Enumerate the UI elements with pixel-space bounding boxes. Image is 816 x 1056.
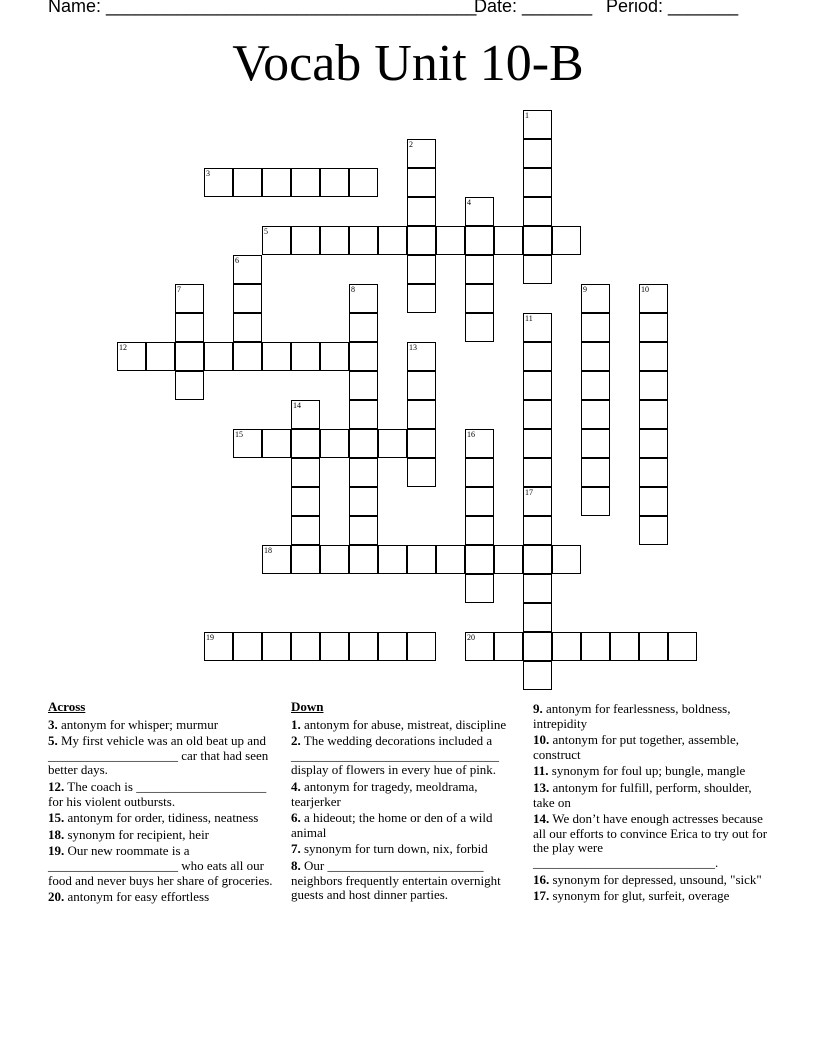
clue-item xyxy=(48,734,276,778)
grid-cell[interactable] xyxy=(523,429,552,458)
clue-item xyxy=(48,844,276,888)
grid-cell[interactable] xyxy=(233,313,262,342)
grid-cell[interactable] xyxy=(407,429,436,458)
grid-cell[interactable] xyxy=(523,371,552,400)
clue-number: 8 xyxy=(351,285,355,294)
clue-item xyxy=(291,859,525,903)
clue-item-text: synonym for depressed, unsound, "sick" xyxy=(552,871,762,887)
clue-item-text: Our ________________________ neighbors frequently entertain overnight guests and host dinner parties. xyxy=(291,857,501,903)
clue-item-number: 19. xyxy=(48,843,65,859)
clue-item xyxy=(291,842,525,857)
grid-cell[interactable] xyxy=(436,545,465,574)
clue-item-text: My first vehicle was an old beat up and ____________________ car that had seen better days. xyxy=(48,733,269,778)
clue-item xyxy=(291,734,525,778)
clue-number: 5 xyxy=(264,227,268,236)
grid-cell[interactable] xyxy=(291,458,320,487)
clue-number: 4 xyxy=(467,198,471,207)
clue-item xyxy=(48,811,276,826)
grid-cell[interactable] xyxy=(349,313,378,342)
clue-item-number: 3. xyxy=(48,716,58,732)
grid-cell[interactable] xyxy=(233,632,262,661)
clue-item-number: 1. xyxy=(291,716,301,732)
grid-cell[interactable] xyxy=(175,371,204,400)
grid-cell[interactable] xyxy=(349,226,378,255)
grid-cell[interactable] xyxy=(291,168,320,197)
clue-item xyxy=(48,718,276,733)
grid-cell[interactable] xyxy=(523,603,552,632)
clue-item-number: 6. xyxy=(291,810,301,826)
clue-item-number: 4. xyxy=(291,778,301,794)
grid-cell[interactable] xyxy=(262,632,291,661)
grid-cell[interactable] xyxy=(465,516,494,545)
grid-cell[interactable] xyxy=(291,632,320,661)
grid-cell[interactable] xyxy=(523,574,552,603)
grid-cell[interactable] xyxy=(175,313,204,342)
clue-number: 2 xyxy=(409,140,413,149)
grid-cell[interactable] xyxy=(233,284,262,313)
grid-cell[interactable] xyxy=(552,226,581,255)
grid-cell[interactable] xyxy=(523,255,552,284)
grid-cell[interactable] xyxy=(262,429,291,458)
grid-cell[interactable] xyxy=(378,545,407,574)
grid-cell[interactable] xyxy=(349,429,378,458)
grid-cell[interactable] xyxy=(146,342,175,371)
clue-item-number: 10. xyxy=(533,732,550,748)
grid-cell[interactable] xyxy=(668,632,697,661)
grid-cell[interactable] xyxy=(465,545,494,574)
clue-item-text: antonym for abuse, mistreat, discipline xyxy=(304,716,507,732)
down-clues xyxy=(291,700,525,905)
grid-cell[interactable] xyxy=(262,168,291,197)
grid-cell[interactable] xyxy=(639,342,668,371)
period-field-label[interactable]: Period: _______ xyxy=(606,0,739,16)
grid-cell[interactable] xyxy=(523,226,552,255)
grid-cell[interactable] xyxy=(407,545,436,574)
clue-item-number: 7. xyxy=(291,841,301,857)
grid-cell[interactable] xyxy=(639,371,668,400)
clue-item xyxy=(533,889,768,904)
clue-item-number: 9. xyxy=(533,701,543,716)
grid-cell[interactable] xyxy=(552,632,581,661)
clue-number: 12 xyxy=(119,343,127,352)
clue-number: 6 xyxy=(235,256,239,265)
down-heading: Down xyxy=(291,699,324,714)
grid-cell[interactable] xyxy=(523,516,552,545)
grid-cell[interactable] xyxy=(291,429,320,458)
grid-cell[interactable] xyxy=(465,313,494,342)
grid-cell[interactable] xyxy=(407,226,436,255)
date-field-label[interactable]: Date: _______ xyxy=(474,0,593,16)
grid-cell[interactable] xyxy=(581,487,610,516)
clue-number: 7 xyxy=(177,285,181,294)
clue-item xyxy=(48,780,276,809)
grid-cell[interactable] xyxy=(349,545,378,574)
grid-cell[interactable] xyxy=(291,487,320,516)
clue-item-text: antonym for fearlessness, boldness, intrepidity xyxy=(533,701,731,731)
clue-number: 15 xyxy=(235,430,243,439)
clue-item-number: 8. xyxy=(291,857,301,873)
clue-item-text: antonym for put together, assemble, construct xyxy=(533,732,739,762)
grid-cell[interactable] xyxy=(639,313,668,342)
grid-cell[interactable] xyxy=(494,226,523,255)
grid-cell[interactable] xyxy=(639,487,668,516)
clue-item xyxy=(533,873,768,888)
clue-item xyxy=(291,718,525,733)
clue-number: 13 xyxy=(409,343,417,352)
clue-number: 9 xyxy=(583,285,587,294)
grid-cell[interactable] xyxy=(378,632,407,661)
clue-item-text: antonym for whisper; murmur xyxy=(61,716,219,732)
grid-cell[interactable] xyxy=(523,139,552,168)
grid-cell[interactable] xyxy=(407,632,436,661)
grid-cell[interactable] xyxy=(639,632,668,661)
clue-item-text: synonym for glut, surfeit, overage xyxy=(552,888,730,904)
grid-cell[interactable] xyxy=(494,545,523,574)
clue-number: 20 xyxy=(467,633,475,642)
name-field-label[interactable]: Name: _____________________________________ xyxy=(48,0,477,16)
grid-cell[interactable] xyxy=(320,226,349,255)
clue-item-text: antonym for tragedy, meoldrama, tearjerker xyxy=(291,778,478,809)
grid-cell[interactable] xyxy=(349,487,378,516)
grid-cell[interactable] xyxy=(349,168,378,197)
clue-number: 11 xyxy=(525,314,533,323)
grid-cell[interactable] xyxy=(320,545,349,574)
grid-cell[interactable] xyxy=(436,226,465,255)
grid-cell[interactable] xyxy=(639,429,668,458)
grid-cell[interactable] xyxy=(639,458,668,487)
clue-item-text: Our new roommate is a ____________________ who eats all our food and never buys her share of groceries. xyxy=(48,843,273,888)
clue-item-text: synonym for recipient, heir xyxy=(67,826,210,842)
grid-cell[interactable] xyxy=(233,168,262,197)
grid-cell[interactable] xyxy=(639,400,668,429)
grid-cell[interactable] xyxy=(581,342,610,371)
clue-item-number: 11. xyxy=(533,763,549,779)
grid-cell[interactable] xyxy=(581,632,610,661)
grid-cell[interactable] xyxy=(320,168,349,197)
down-clues-continued xyxy=(533,702,768,906)
clue-number: 19 xyxy=(206,633,214,642)
grid-cell[interactable] xyxy=(465,255,494,284)
clue-item-text: antonym for fulfill, perform, shoulder, take on xyxy=(533,779,752,810)
grid-cell[interactable] xyxy=(349,342,378,371)
across-heading: Across xyxy=(48,699,86,714)
clue-number: 3 xyxy=(206,169,210,178)
grid-cell[interactable] xyxy=(320,429,349,458)
clue-item-text: The coach is ____________________ for his violent outbursts. xyxy=(48,778,267,809)
across-clues xyxy=(48,700,276,907)
clue-item xyxy=(533,764,768,779)
grid-cell[interactable] xyxy=(320,632,349,661)
clue-number: 1 xyxy=(525,111,529,120)
grid-cell[interactable] xyxy=(610,632,639,661)
grid-cell[interactable] xyxy=(407,400,436,429)
clue-item xyxy=(533,781,768,810)
clue-item-text: antonym for order, tidiness, neatness xyxy=(67,810,259,826)
grid-cell[interactable] xyxy=(494,632,523,661)
grid-cell[interactable] xyxy=(291,516,320,545)
grid-cell[interactable] xyxy=(523,632,552,661)
clue-item-number: 15. xyxy=(48,810,65,826)
clue-item-number: 13. xyxy=(533,779,550,795)
grid-cell[interactable] xyxy=(523,458,552,487)
clue-item xyxy=(291,811,525,840)
grid-cell[interactable] xyxy=(349,632,378,661)
clue-item-number: 14. xyxy=(533,811,550,827)
clue-item-number: 20. xyxy=(48,889,65,905)
clue-item-text: synonym for turn down, nix, forbid xyxy=(304,841,488,857)
grid-cell[interactable] xyxy=(465,487,494,516)
grid-cell[interactable] xyxy=(465,226,494,255)
grid-cell[interactable] xyxy=(291,226,320,255)
grid-cell[interactable] xyxy=(581,313,610,342)
clue-number: 14 xyxy=(293,401,301,410)
grid-cell[interactable] xyxy=(581,371,610,400)
grid-cell[interactable] xyxy=(581,458,610,487)
clue-item-number: 18. xyxy=(48,826,65,842)
clue-item-number: 12. xyxy=(48,778,65,794)
clue-item-number: 17. xyxy=(533,888,550,904)
grid-cell[interactable] xyxy=(407,458,436,487)
clue-item xyxy=(533,812,768,870)
clue-item xyxy=(291,780,525,809)
clue-item xyxy=(533,702,768,731)
clue-number: 17 xyxy=(525,488,533,497)
clue-item-number: 16. xyxy=(533,871,550,887)
grid-cell[interactable] xyxy=(175,342,204,371)
grid-cell[interactable] xyxy=(204,342,233,371)
grid-cell[interactable] xyxy=(465,458,494,487)
grid-cell[interactable] xyxy=(523,168,552,197)
grid-cell[interactable] xyxy=(407,255,436,284)
grid-cell[interactable] xyxy=(465,574,494,603)
clue-number: 10 xyxy=(641,285,649,294)
grid-cell[interactable] xyxy=(639,516,668,545)
clue-item-text: a hideout; the home or den of a wild animal xyxy=(291,810,493,840)
grid-cell[interactable] xyxy=(581,400,610,429)
grid-cell[interactable] xyxy=(320,342,349,371)
clue-item-number: 2. xyxy=(291,733,301,749)
grid-cell[interactable] xyxy=(349,458,378,487)
clue-item-text: antonym for easy effortless xyxy=(67,889,210,905)
grid-cell[interactable] xyxy=(349,371,378,400)
clue-item xyxy=(48,890,276,905)
grid-cell[interactable] xyxy=(523,661,552,690)
grid-cell[interactable] xyxy=(349,516,378,545)
grid-cell[interactable] xyxy=(552,545,581,574)
grid-cell[interactable] xyxy=(407,371,436,400)
grid-cell[interactable] xyxy=(407,284,436,313)
grid-cell[interactable] xyxy=(378,226,407,255)
clue-item-number: 5. xyxy=(48,733,58,749)
clue-item-text: synonym for foul up; bungle, mangle xyxy=(551,763,746,779)
grid-cell[interactable] xyxy=(291,342,320,371)
grid-cell[interactable] xyxy=(581,429,610,458)
grid-cell[interactable] xyxy=(523,400,552,429)
grid-cell[interactable] xyxy=(523,197,552,226)
clue-item-text: The wedding decorations included a ________________________________ display of flowers in every hue of pink. xyxy=(291,733,499,778)
grid-cell[interactable] xyxy=(465,284,494,313)
clue-number: 18 xyxy=(264,546,272,555)
clue-item xyxy=(533,733,768,762)
clue-item xyxy=(48,828,276,843)
grid-cell[interactable] xyxy=(523,342,552,371)
grid-cell[interactable] xyxy=(349,400,378,429)
page-title: Vocab Unit 10-B xyxy=(232,35,584,92)
grid-cell[interactable] xyxy=(407,168,436,197)
grid-cell[interactable] xyxy=(523,545,552,574)
grid-cell[interactable] xyxy=(407,197,436,226)
grid-cell[interactable] xyxy=(291,545,320,574)
clue-number: 16 xyxy=(467,430,475,439)
grid-cell[interactable] xyxy=(233,342,262,371)
grid-cell[interactable] xyxy=(262,342,291,371)
grid-cell[interactable] xyxy=(378,429,407,458)
clue-item-text: We don’t have enough actresses because all our efforts to convince Erica to try out for the play were ____________________________. xyxy=(533,811,768,870)
